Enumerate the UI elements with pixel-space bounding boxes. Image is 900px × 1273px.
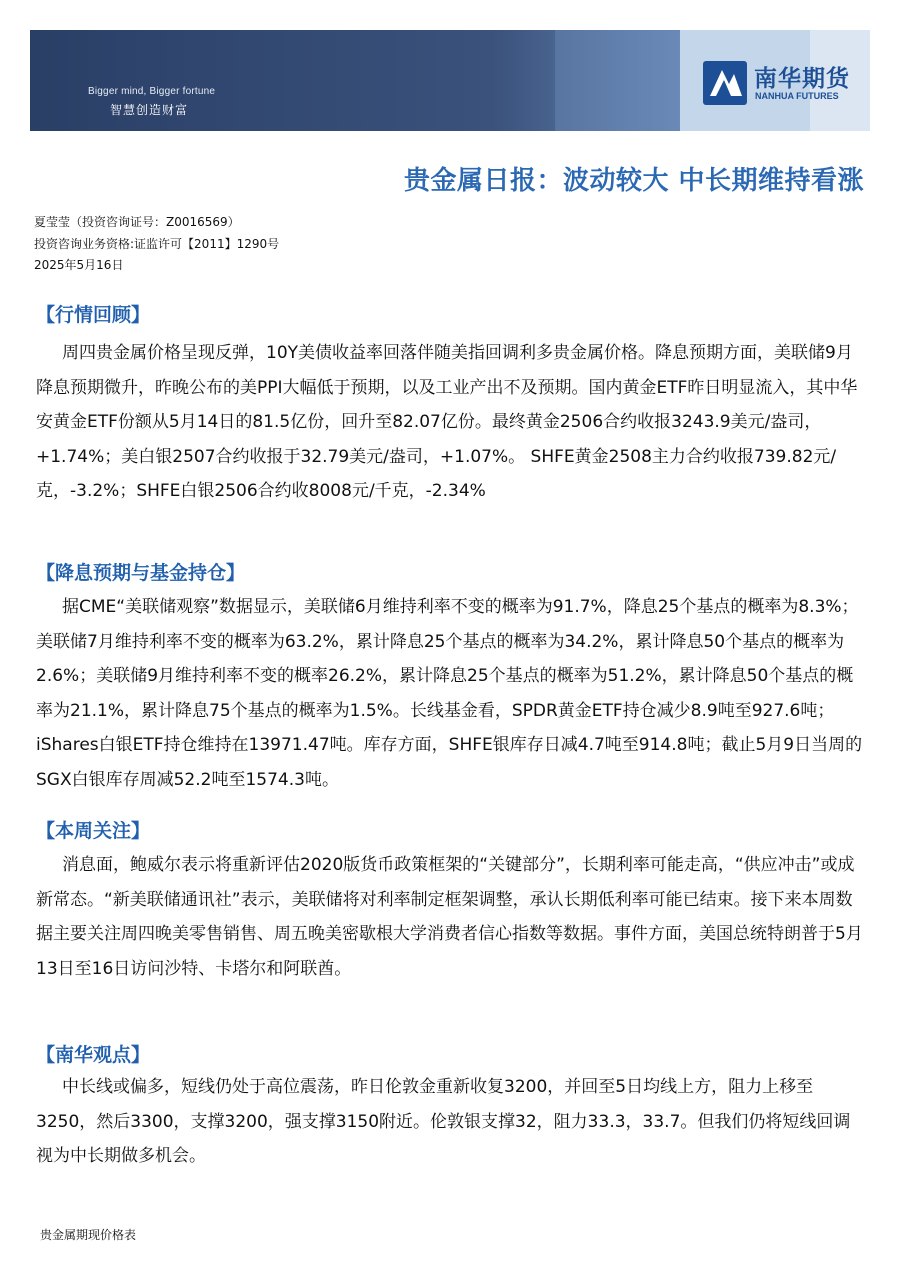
section-body-nanhua-view: 中长线或偏多，短线仍处于高位震荡，昨日伦敦金重新收复3200，并回至5日均线上方，阻力上移至3250，然后3300，支撑3200，强支撑3150附近。伦敦银支撑32，阻力33.3，33.7。但我们仍将短线回调视为中长期做多机会。 [36,1077,851,1166]
slogan-chinese: 智慧创造财富 [110,103,189,117]
author-line: 夏莹莹（投资咨询证号：Z0016569） [34,215,240,229]
section-body-rate-expectations: 据CME“美联储观察”数据显示，美联储6月维持利率不变的概率为91.7%，降息25个基点的概率为8.3%；美联储7月维持利率不变的概率为63.2%，累计降息25个基点的概率为34.2%，累计降息50个基点的概率为2.6%；美联储9月维持利率不变的概率26.2%，累计降息25个基点的概率为51.2%，累计降息50个基点的概率为21.1%，累计降息75个基点的概率为1.5%。长线基金看，SPDR黄金ETF持仓减少8.9吨至927.6吨；iShares白银ETF持仓维持在13971.47吨。库存方面，SHFE银库存日减4.7吨至914.8吨；截止5月9日当周的SGX白银库存周减52.2吨至1574.3吨。 [36,597,863,790]
section-heading-nanhua-view: 【南华观点】 [36,1044,151,1066]
header-banner [30,30,870,131]
report-title: 贵金属日报：波动较大 中长期维持看涨 [403,166,864,196]
banner-stripe [555,30,680,131]
qualification-line: 投资咨询业务资格:证监许可【2011】1290号 [34,237,280,251]
logo-text-english: NANHUA FUTURES [755,91,839,101]
report-date: 2025年5月16日 [34,258,124,272]
logo-text-chinese: 南华期货 [754,66,850,92]
section-body-weekly-focus: 消息面，鲍威尔表示将重新评估2020版货币政策框架的“关键部分”，长期利率可能走高，“供应冲击”或成新常态。“新美联储通讯社”表示，美联储将对利率制定框架调整，承认长期低利率可能已结束。接下来本周数据主要关注周四晚美零售销售、周五晚美密歇根大学消费者信心指数等数据。事件方面，美国总统特朗普于5月13日至16日访问沙特、卡塔尔和阿联酋。 [36,855,863,979]
nanhua-logo-icon [702,60,748,106]
company-logo [702,58,870,108]
table-caption: 贵金属期现价格表 [40,1228,137,1242]
section-heading-market-review: 【行情回顾】 [36,304,151,326]
section-body-market-review: 周四贵金属价格呈现反弹，10Y美债收益率回落伴随美指回调利多贵金属价格。降息预期方面，美联储9月降息预期微升，昨晚公布的美PPI大幅低于预期，以及工业产出不及预期。国内黄金ETF昨日明显流入，其中华安黄金ETF份额从5月14日的81.5亿份，回升至82.07亿份。最终黄金2506合约收报3243.9美元/盎司，+1.74%；美白银2507合约收报于32.79美元/盎司，+1.07%。 SHFE黄金2508主力合约收报739.82元/克，-3.2%；SHFE白银2506合约收8008元/千克，-2.34% [36,343,858,501]
section-heading-rate-expectations: 【降息预期与基金持仓】 [36,562,246,584]
section-heading-weekly-focus: 【本周关注】 [36,820,151,842]
slogan-english: Bigger mind, Bigger fortune [88,86,216,97]
